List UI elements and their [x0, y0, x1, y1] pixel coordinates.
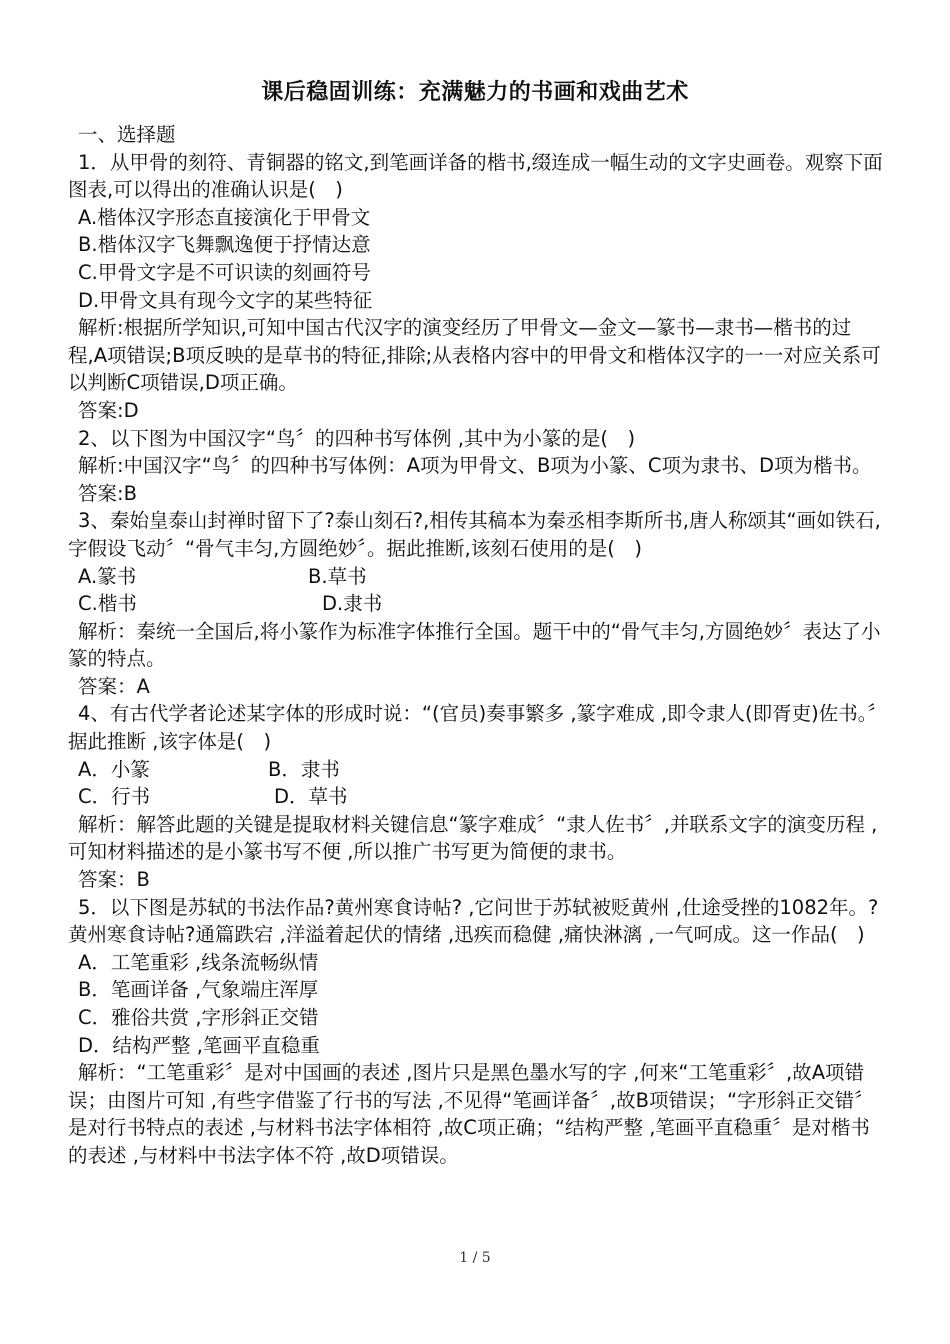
- question-1-analysis: 解析:根据所学知识,可知中国古代汉字的演变经历了甲骨文—金文—篆书—隶书—楷书的过程,A项错误;B项反映的是草书的特征,排除;从表格内容中的甲骨文和楷体汉字的一一对应关系可以判断C项错误,D项正确。: [68, 316, 881, 395]
- question-5-option-b: B．笔画详备 ,气象端庄浑厚: [78, 978, 319, 1002]
- question-3-stem: 3、秦始皇泰山封禅时留下了?泰山刻石?,相传其稿本为秦丞相李斯所书,唐人称颂其“画如铁石,字假设飞动〞“骨气丰匀,方圆绝妙〞。据此推断,该刻石使用的是( ): [68, 509, 881, 560]
- question-5-option-d: D．结构严整 ,笔画平直稳重: [78, 1033, 320, 1057]
- question-3-option-c: C.楷书: [78, 592, 137, 616]
- question-4-options-row-1: [68, 756, 888, 784]
- question-4-option-b: B．隶书: [268, 757, 340, 781]
- question-1-option-c: C.甲骨文字是不可识读的刻画符号: [78, 260, 371, 284]
- question-3-option-d: D.隶书: [322, 592, 383, 616]
- page-number: 1 / 5: [459, 1250, 491, 1266]
- document-body: [68, 121, 888, 1170]
- question-5-option-c: C．雅俗共赏 ,字形斜正交错: [78, 1006, 319, 1029]
- question-1-answer: 答案:D: [78, 398, 139, 422]
- question-4-answer: 答案：B: [78, 868, 150, 892]
- question-1-stem: 1．从甲骨的刻符、青铜器的铭文,到笔画详备的楷书,缀连成一幅生动的文字史画卷。观察下面图表,可以得出的准确认识是( ): [68, 150, 883, 202]
- question-2-analysis: 解析:中国汉字“鸟〞的四种书写体例：A项为甲骨文、B项为小篆、C项为隶书、D项为楷书。: [78, 454, 872, 478]
- question-5-analysis: 解析：“工笔重彩〞是对中国画的表述 ,图片只是黑色墨水写的字 ,何来“工笔重彩〞,故A项错误；由图片可知 ,有些字借鉴了行书的写法 ,不见得“笔画详备〞,故B项错误；“字形斜正交错〞是对行书特点的表述 ,与材料书法字体相符 ,故C项正确；“结构严整 ,笔画平直稳重〞是对楷书的表述 ,与材料中书法字体不符 ,故D项错误。: [68, 1061, 874, 1167]
- section-heading: 一、选择题: [78, 123, 176, 146]
- question-5-option-a: A．工笔重彩 ,线条流畅纵情: [78, 950, 319, 974]
- question-3-analysis: 解析：秦统一全国后,将小篆作为标准字体推行全国。题干中的“骨气丰匀,方圆绝妙〞表达了小篆的特点。: [68, 619, 881, 671]
- question-2-answer: 答案:B: [78, 481, 137, 505]
- question-4-analysis: 解析：解答此题的关键是提取材料关键信息“篆字难成〞“隶人佐书〞,并联系文字的演变历程 ,可知材料描述的是小篆书写不便 ,所以推广书写更为简便的隶书。: [68, 812, 878, 864]
- question-2-stem: 2、以下图为中国汉字“鸟〞的四种书写体例 ,其中为小篆的是( ): [78, 426, 636, 450]
- question-4-stem: 4、有古代学者论述某字体的形成时说：“(官员)奏事繁多 ,篆字难成 ,即令隶人(即胥吏)佐书。〞据此推断 ,该字体是( ): [68, 702, 887, 754]
- question-4-option-d: D．草书: [274, 785, 348, 809]
- question-3-option-a: A.篆书: [78, 564, 137, 588]
- question-4-option-c: C．行书: [78, 785, 151, 809]
- question-1-option-b: B.楷体汉字飞舞飘逸便于抒情达意: [78, 233, 371, 257]
- question-1-option-d: D.甲骨文具有现今文字的某些特征: [78, 288, 373, 312]
- document-title: 课后稳固训练：充满魅力的书画和戏曲艺术: [261, 80, 689, 105]
- question-3-option-b: B.草书: [308, 564, 367, 588]
- question-3-options-row-1: [68, 563, 888, 591]
- question-4-option-a: A．小篆: [78, 757, 150, 781]
- question-5-stem: 5．以下图是苏轼的书法作品?黄州寒食诗帖? ,它问世于苏轼被贬黄州 ,仕途受挫的1082年。?黄州寒食诗帖?通篇跌宕 ,洋溢着起伏的情绪 ,迅疾而稳健 ,痛快淋漓 ,一气呵成。这一作品( ): [68, 895, 879, 947]
- question-4-options-row-2: [68, 783, 888, 811]
- question-1-option-a: A.楷体汉字形态直接演化于甲骨文: [78, 205, 371, 229]
- question-3-answer: 答案：A: [78, 674, 150, 698]
- question-3-options-row-2: [68, 590, 888, 618]
